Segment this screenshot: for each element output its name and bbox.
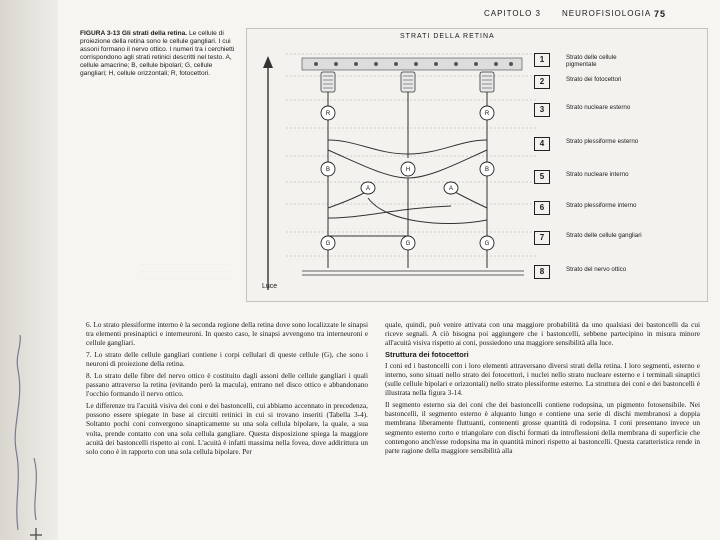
cell-letter: R [325, 111, 331, 117]
handwritten-margin-note [0, 330, 60, 540]
section-label: NEUROFISIOLOGIA [562, 9, 652, 18]
photoreceptor-2 [401, 72, 415, 92]
cell-letter: R [484, 111, 490, 117]
paragraph-rods-sensitivity: quale, quindi, può venire attivata con una maggiore probabilità da uno qualsiasi dei bastoncelli da cui riceve segnali. A ciò bisogna poi aggiungere che i bastoncelli, sebbene partecipino in misura minore all'acuità visiva rispetto ai coni, possiedono una maggiore sensibilità alla luce. [385, 320, 700, 348]
layer-label-6: 6 Strato plessiforme interno [566, 202, 644, 209]
paragraph-acuity: Le differenze tra l'acuità visiva dei coni e dei bastoncelli, cui abbiamo accennato in precedenza, possono essere spiegate in base ai circuiti retinici in cui si trovano inseriti (Tabella 3-4). Soltanto pochi coni convergono sinapticamente su una sola cellula bipolare, la quale, a sua volta, prende contatto con una sola cellula gangliare. Questa disposizione spiega la maggiore acuità dei bastoncelli rispetto ai coni. L'acuità è infatti massima nella fovea, dove addirittura un solo cono è in rapporto con una sola cellula bipolare. Per [86, 401, 368, 456]
photoreceptor-3 [480, 72, 494, 92]
nerve-fibers [302, 271, 524, 275]
layer-label-3: 3 Strato nucleare esterno [566, 104, 644, 111]
cell-letter: G [484, 241, 490, 247]
cell-letter: G [325, 241, 331, 247]
paragraph-photoreceptor-structure: I coni ed i bastoncelli con i loro elementi attraversano diversi strati della retina. I loro segmenti, esterno e interno, sono situati nello strato dei fotocettori, i nuclei nello strato nucleare esterno e i terminali sinaptici (sulle cellule bipolari e orizzontali) nello strato plessiforme esterno. La struttura dei coni e dei bastoncelli è illustrata nella figura 3-14. [385, 361, 700, 398]
layer-label-4: 4 Strato plessiforme esterno [566, 138, 644, 145]
right-column [385, 320, 700, 458]
figure-caption-text: Le cellule di proiezione della retina sono le cellule gangliari. I cui assoni formano il nervo ottico. I numeri tra i cerchietti corrispondono agli strati retinici descritti nel testo. A, cellule amacrine; B, cellule bipolari; G, cellule gangliari; H, cellule orizzontali; R, fotocettori. [80, 30, 235, 77]
page-number: 75 [654, 9, 667, 19]
paragraph-outer-segment: Il segmento esterno sia dei coni che dei bastoncelli contiene rodopsina, un pigmento fotosensibile. Nei bastoncelli, il segmento esterno è alquanto lungo e contiene una serie di dischi membranosi a doppia membrana liberamente fluttuanti, contenenti grosse quantità di rodopsina. I coni presentano invece un segmento esterno corto e triangolare con dischi formati da introflessioni della membrana di superficie che contengono anch'esse rodopsina ma in quantità minori rispetto ai bastoncelli. Questa caratteristica rende in parte ragione della maggiore sensibilità alla [385, 400, 700, 455]
paragraph-6: 6. Lo strato plessiforme interno è la seconda regione della retina dove sono localizzate le sinapsi tra elementi presinaptici e interneuroni. In questo caso, le sinapsi avvengono tra interneuroni e cellule gangliari. [86, 320, 368, 348]
figure-caption-title: Gli strati della retina. [121, 30, 188, 37]
chapter-label: CAPITOLO 3 [484, 9, 541, 18]
layer-label-5: 5 Strato nucleare interno [566, 171, 644, 178]
cell-letter: B [325, 167, 331, 173]
cell-letter: B [484, 167, 490, 173]
retina-diagram [246, 28, 706, 300]
cell-letter: H [405, 167, 411, 173]
bleed-through-text: ············································· ············································· ············································· [140, 262, 230, 282]
layer-label-8: 8 Strato del nervo ottico [566, 266, 644, 273]
layer-label-2: 2 Strato dei fotocettori [566, 76, 644, 83]
cell-letter: A [365, 186, 371, 192]
paragraph-7: 7. Lo strato delle cellule gangliari contiene i corpi cellulari di queste cellule (G), che sono i neuroni di proiezione della retina. [86, 350, 368, 369]
figure-title: STRATI DELLA RETINA [400, 33, 495, 40]
figure-caption [80, 30, 238, 78]
left-column [86, 320, 368, 459]
paragraph-8: 8. Lo strato delle fibre del nervo ottico è costituito dagli assoni delle cellule gangliari i quali passano attraverso la retina (evitando però la macula), entrano nel disco ottico e abbandonano l'occhio formando il nervo ottico. [86, 371, 368, 399]
photoreceptor-1 [321, 72, 335, 92]
section-heading: Struttura dei fotocettori [385, 350, 469, 360]
light-arrow-head [263, 56, 273, 68]
cell-letter: G [405, 241, 411, 247]
layer-label-7: 7 Strato delle cellule gangliari [566, 232, 644, 239]
cell-letter: A [448, 186, 454, 192]
light-label: Luce [262, 283, 278, 290]
photoreceptors [321, 72, 494, 92]
figure-number: FIGURA 3-13 [80, 30, 121, 37]
layer-label-1: 1 Strato delle cellule pigmentate [566, 54, 644, 68]
